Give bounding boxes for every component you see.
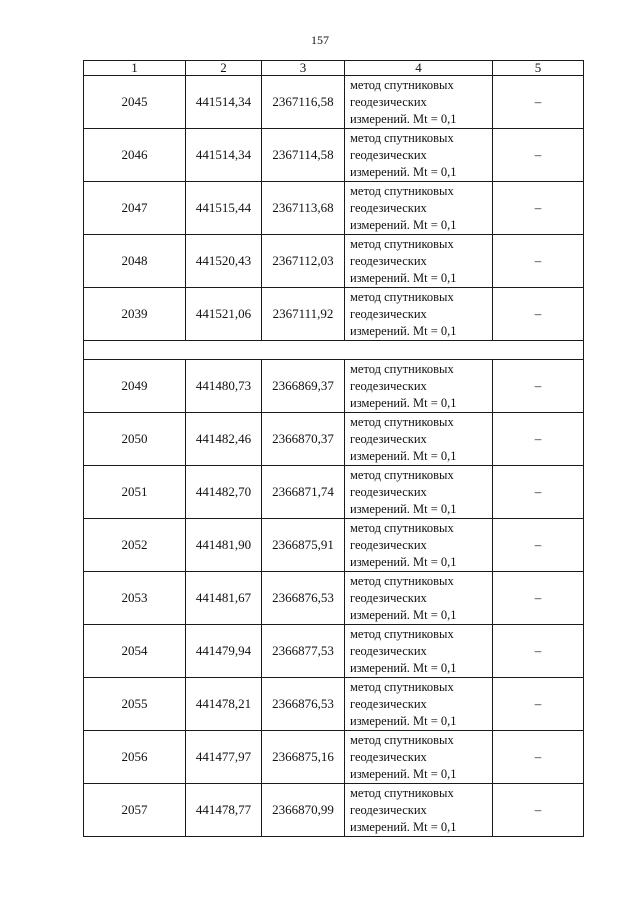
x-coordinate-cell: 441478,77 bbox=[186, 784, 262, 837]
method-line: измерений. Mt = 0,1 bbox=[350, 164, 457, 179]
y-coordinate-cell: 2366870,99 bbox=[262, 784, 345, 837]
table-row bbox=[84, 625, 584, 678]
point-number-cell: 2048 bbox=[84, 235, 186, 288]
coordinates-table bbox=[83, 60, 584, 837]
table-row bbox=[84, 235, 584, 288]
x-coordinate-cell: 441481,67 bbox=[186, 572, 262, 625]
x-coordinate-cell: 441514,34 bbox=[186, 129, 262, 182]
method-line: метод спутниковых bbox=[350, 183, 454, 198]
header-col-2: 2 bbox=[186, 61, 262, 76]
y-coordinate-cell: 2366869,37 bbox=[262, 360, 345, 413]
method-line: геодезических bbox=[350, 431, 427, 446]
x-coordinate-cell: 441481,90 bbox=[186, 519, 262, 572]
method-cell bbox=[345, 519, 493, 572]
table-row bbox=[84, 413, 584, 466]
method-line: геодезических bbox=[350, 484, 427, 499]
note-cell: – bbox=[493, 625, 584, 678]
y-coordinate-cell: 2367113,68 bbox=[262, 182, 345, 235]
method-cell bbox=[345, 731, 493, 784]
y-coordinate-cell: 2366870,37 bbox=[262, 413, 345, 466]
point-number-cell: 2047 bbox=[84, 182, 186, 235]
note-cell: – bbox=[493, 288, 584, 341]
separator-row bbox=[84, 341, 584, 360]
note-cell: – bbox=[493, 413, 584, 466]
separator-cell bbox=[84, 341, 584, 360]
method-line: измерений. Mt = 0,1 bbox=[350, 766, 457, 781]
table-row bbox=[84, 288, 584, 341]
method-cell bbox=[345, 625, 493, 678]
point-number-cell: 2049 bbox=[84, 360, 186, 413]
point-number-cell: 2054 bbox=[84, 625, 186, 678]
method-line: измерений. Mt = 0,1 bbox=[350, 217, 457, 232]
method-cell bbox=[345, 129, 493, 182]
x-coordinate-cell: 441482,70 bbox=[186, 466, 262, 519]
note-cell: – bbox=[493, 572, 584, 625]
method-line: геодезических bbox=[350, 643, 427, 658]
method-line: метод спутниковых bbox=[350, 77, 454, 92]
y-coordinate-cell: 2367114,58 bbox=[262, 129, 345, 182]
method-line: метод спутниковых bbox=[350, 289, 454, 304]
x-coordinate-cell: 441480,73 bbox=[186, 360, 262, 413]
table-row bbox=[84, 360, 584, 413]
method-line: метод спутниковых bbox=[350, 785, 454, 800]
method-line: измерений. Mt = 0,1 bbox=[350, 660, 457, 675]
method-line: геодезических bbox=[350, 590, 427, 605]
method-line: измерений. Mt = 0,1 bbox=[350, 607, 457, 622]
method-cell bbox=[345, 413, 493, 466]
method-cell bbox=[345, 76, 493, 129]
point-number-cell: 2053 bbox=[84, 572, 186, 625]
table-row bbox=[84, 129, 584, 182]
note-cell: – bbox=[493, 784, 584, 837]
y-coordinate-cell: 2367111,92 bbox=[262, 288, 345, 341]
method-line: геодезических bbox=[350, 696, 427, 711]
method-cell bbox=[345, 572, 493, 625]
x-coordinate-cell: 441478,21 bbox=[186, 678, 262, 731]
method-line: метод спутниковых bbox=[350, 130, 454, 145]
y-coordinate-cell: 2367116,58 bbox=[262, 76, 345, 129]
point-number-cell: 2055 bbox=[84, 678, 186, 731]
method-line: геодезических bbox=[350, 147, 427, 162]
method-line: геодезических bbox=[350, 749, 427, 764]
table-row bbox=[84, 182, 584, 235]
method-line: геодезических bbox=[350, 306, 427, 321]
header-col-4: 4 bbox=[345, 61, 493, 76]
method-line: измерений. Mt = 0,1 bbox=[350, 270, 457, 285]
page-number: 157 bbox=[311, 33, 329, 47]
point-number-cell: 2051 bbox=[84, 466, 186, 519]
y-coordinate-cell: 2367112,03 bbox=[262, 235, 345, 288]
x-coordinate-cell: 441514,34 bbox=[186, 76, 262, 129]
y-coordinate-cell: 2366875,91 bbox=[262, 519, 345, 572]
method-line: измерений. Mt = 0,1 bbox=[350, 819, 457, 834]
y-coordinate-cell: 2366876,53 bbox=[262, 572, 345, 625]
method-line: измерений. Mt = 0,1 bbox=[350, 323, 457, 338]
method-line: геодезических bbox=[350, 200, 427, 215]
method-cell bbox=[345, 784, 493, 837]
header-col-5: 5 bbox=[493, 61, 584, 76]
method-line: метод спутниковых bbox=[350, 414, 454, 429]
point-number-cell: 2050 bbox=[84, 413, 186, 466]
table-row bbox=[84, 466, 584, 519]
table-body bbox=[84, 76, 584, 837]
method-cell bbox=[345, 360, 493, 413]
table-row bbox=[84, 572, 584, 625]
note-cell: – bbox=[493, 235, 584, 288]
method-line: метод спутниковых bbox=[350, 236, 454, 251]
x-coordinate-cell: 441482,46 bbox=[186, 413, 262, 466]
table-row bbox=[84, 76, 584, 129]
method-line: метод спутниковых bbox=[350, 573, 454, 588]
method-line: геодезических bbox=[350, 378, 427, 393]
method-line: метод спутниковых bbox=[350, 467, 454, 482]
method-line: геодезических bbox=[350, 537, 427, 552]
y-coordinate-cell: 2366871,74 bbox=[262, 466, 345, 519]
x-coordinate-cell: 441479,94 bbox=[186, 625, 262, 678]
method-cell bbox=[345, 678, 493, 731]
header-col-1: 1 bbox=[84, 61, 186, 76]
point-number-cell: 2057 bbox=[84, 784, 186, 837]
method-line: метод спутниковых bbox=[350, 520, 454, 535]
method-line: измерений. Mt = 0,1 bbox=[350, 501, 457, 516]
method-line: метод спутниковых bbox=[350, 626, 454, 641]
x-coordinate-cell: 441477,97 bbox=[186, 731, 262, 784]
point-number-cell: 2045 bbox=[84, 76, 186, 129]
method-cell bbox=[345, 288, 493, 341]
method-line: метод спутниковых bbox=[350, 361, 454, 376]
method-line: геодезических bbox=[350, 253, 427, 268]
method-line: измерений. Mt = 0,1 bbox=[350, 395, 457, 410]
note-cell: – bbox=[493, 519, 584, 572]
table-row bbox=[84, 731, 584, 784]
note-cell: – bbox=[493, 731, 584, 784]
method-cell bbox=[345, 182, 493, 235]
header-row bbox=[84, 61, 584, 76]
point-number-cell: 2052 bbox=[84, 519, 186, 572]
method-line: геодезических bbox=[350, 802, 427, 817]
note-cell: – bbox=[493, 76, 584, 129]
note-cell: – bbox=[493, 678, 584, 731]
method-cell bbox=[345, 235, 493, 288]
method-line: метод спутниковых bbox=[350, 732, 454, 747]
table-header bbox=[84, 61, 584, 76]
note-cell: – bbox=[493, 360, 584, 413]
point-number-cell: 2039 bbox=[84, 288, 186, 341]
x-coordinate-cell: 441520,43 bbox=[186, 235, 262, 288]
method-line: геодезических bbox=[350, 94, 427, 109]
table-row bbox=[84, 784, 584, 837]
y-coordinate-cell: 2366875,16 bbox=[262, 731, 345, 784]
method-line: измерений. Mt = 0,1 bbox=[350, 111, 457, 126]
method-line: измерений. Mt = 0,1 bbox=[350, 713, 457, 728]
table-row bbox=[84, 519, 584, 572]
x-coordinate-cell: 441515,44 bbox=[186, 182, 262, 235]
point-number-cell: 2056 bbox=[84, 731, 186, 784]
x-coordinate-cell: 441521,06 bbox=[186, 288, 262, 341]
method-line: измерений. Mt = 0,1 bbox=[350, 448, 457, 463]
y-coordinate-cell: 2366876,53 bbox=[262, 678, 345, 731]
method-cell bbox=[345, 466, 493, 519]
point-number-cell: 2046 bbox=[84, 129, 186, 182]
table-row bbox=[84, 678, 584, 731]
method-line: измерений. Mt = 0,1 bbox=[350, 554, 457, 569]
note-cell: – bbox=[493, 466, 584, 519]
note-cell: – bbox=[493, 182, 584, 235]
method-line: метод спутниковых bbox=[350, 679, 454, 694]
note-cell: – bbox=[493, 129, 584, 182]
y-coordinate-cell: 2366877,53 bbox=[262, 625, 345, 678]
header-col-3: 3 bbox=[262, 61, 345, 76]
